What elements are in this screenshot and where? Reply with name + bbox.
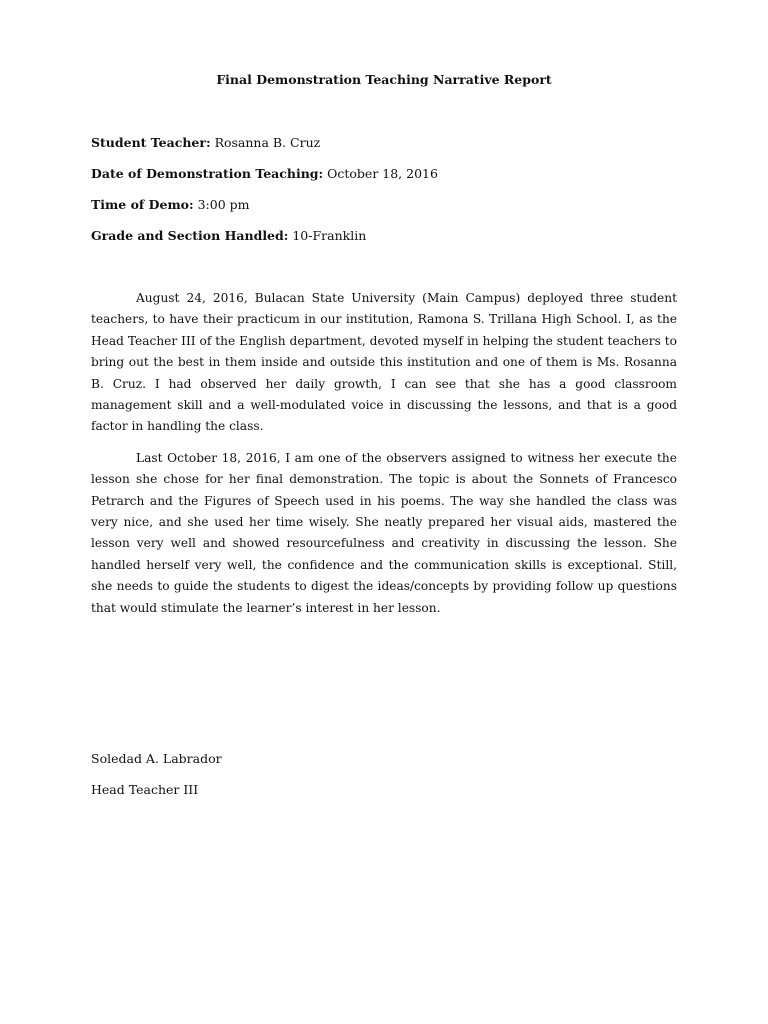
signatory-position: Head Teacher III bbox=[91, 782, 199, 797]
field-label: Date of Demonstration Teaching: bbox=[91, 166, 324, 181]
field-label: Grade and Section Handled: bbox=[91, 228, 289, 243]
field-grade-section bbox=[91, 228, 366, 243]
field-time-of-demo bbox=[91, 197, 250, 212]
field-student-teacher bbox=[91, 135, 320, 150]
field-value: 3:00 pm bbox=[197, 197, 250, 212]
signatory-name: Soledad A. Labrador bbox=[91, 751, 222, 766]
field-value: 10-Franklin bbox=[292, 228, 367, 243]
report-body bbox=[91, 288, 677, 619]
document-title: Final Demonstration Teaching Narrative Report bbox=[216, 72, 552, 87]
field-date-of-demo bbox=[91, 166, 438, 181]
field-value: October 18, 2016 bbox=[327, 166, 438, 181]
field-label: Student Teacher: bbox=[91, 135, 211, 150]
field-label: Time of Demo: bbox=[91, 197, 194, 212]
field-value: Rosanna B. Cruz bbox=[214, 135, 321, 150]
paragraph: Last October 18, 2016, I am one of the observers assigned to witness her execute the lesson she chose for her final demonstration. The topic is about the Sonnets of Francesco Petrarch and the Figures of Speech used in his poems. The way she handled the class was very nice, and she used her time wisely. She neatly prepared her visual aids, mastered the lesson very well and showed resourcefulness and creativity in discussing the lesson. She handled herself very well, the confidence and the communication skills is exceptional. Still, she needs to guide the students to digest the ideas/concepts by providing follow up questions that would stimulate the learner’s interest in her lesson. bbox=[91, 450, 677, 615]
paragraph: August 24, 2016, Bulacan State University (Main Campus) deployed three student teachers, to have their practicum in our institution, Ramona S. Trillana High School. I, as the Head Teacher III of the English department, devoted myself in helping the student teachers to bring out the best in them inside and outside this institution and one of them is Ms. Rosanna B. Cruz. I had observed her daily growth, I can see that she has a good classroom management skill and a well-modulated voice in discussing the lessons, and that is a good factor in handling the class. bbox=[91, 291, 677, 434]
